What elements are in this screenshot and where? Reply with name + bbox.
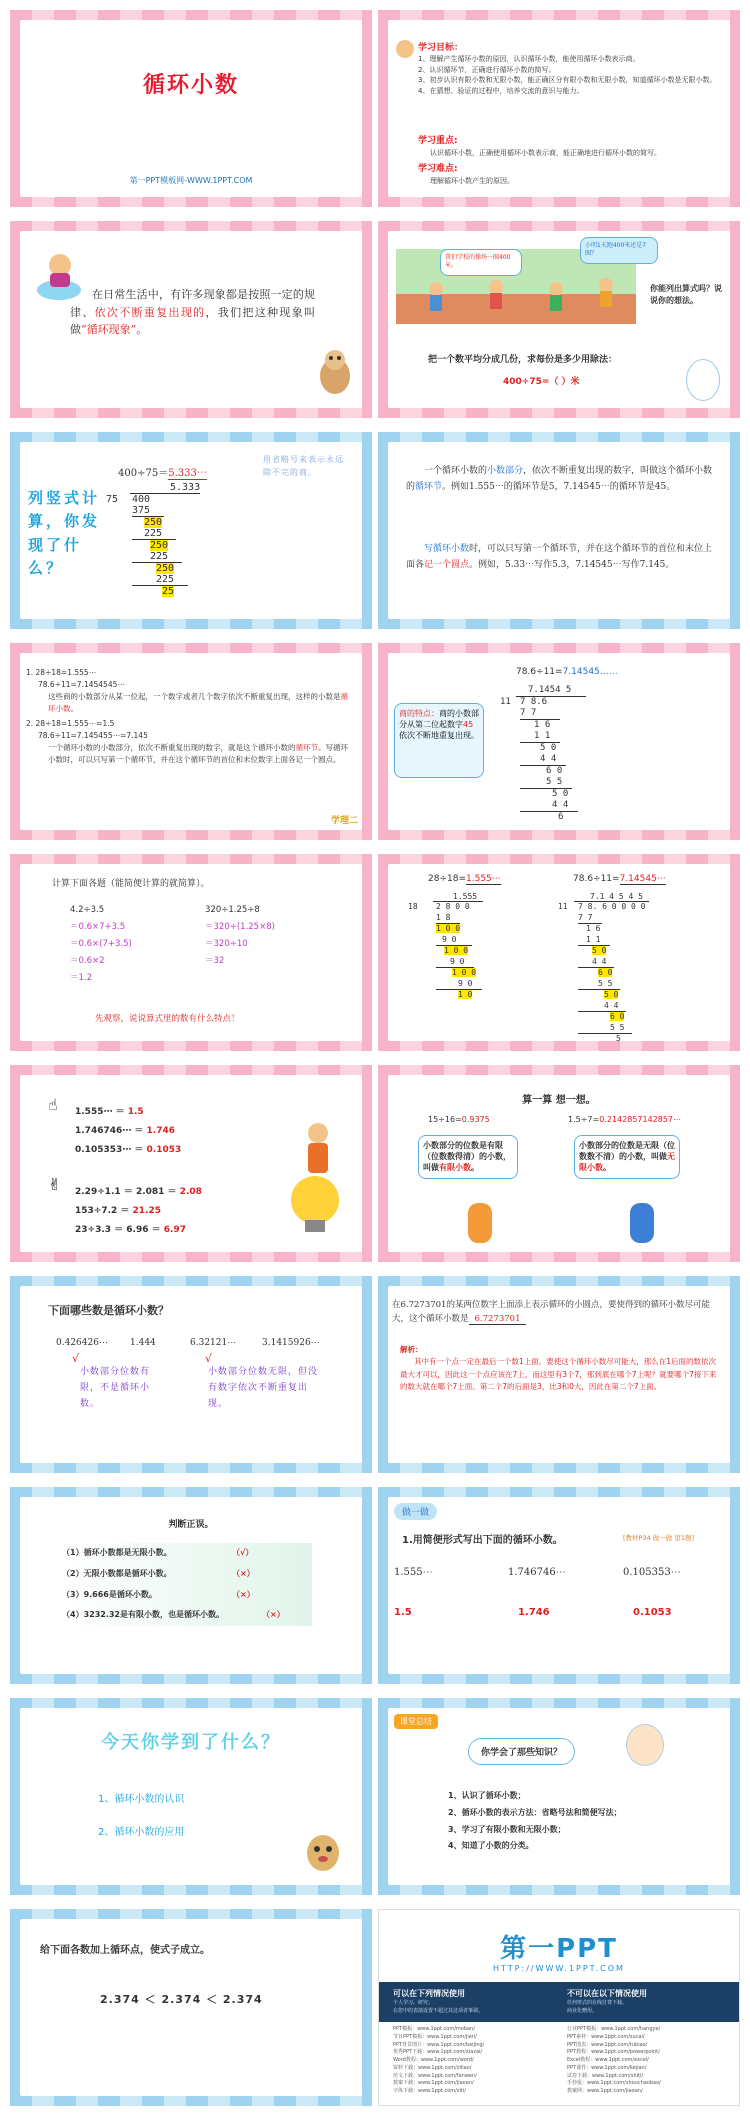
calc-step: ＝1.2: [70, 973, 93, 983]
slide-4[interactable]: [378, 221, 740, 418]
feature-text: 商的小数部分从第二位起数字: [399, 709, 479, 730]
highlight-text: 循环节: [295, 743, 318, 752]
summary-item: 1、认识了循环小数；: [448, 1791, 526, 1800]
text: 时，可以只写第一个循环节，并在这个循环节的首位和末位上面各: [406, 544, 713, 570]
summary-item: 3、学习了有限小数和无限小数；: [448, 1824, 566, 1834]
expression: 0.105353⋯ ＝: [75, 1144, 147, 1155]
slide-frame: [20, 20, 362, 197]
verdict: （×）: [232, 1589, 255, 1599]
calc-step: ＝320÷(1.25×8): [205, 922, 275, 932]
slide-title: 下面哪些数是循环小数？: [48, 1304, 169, 1317]
resource-link[interactable]: 节日PPT模板：www.1ppt.com/jieri/: [393, 2033, 477, 2040]
expression: 153÷7.2 ＝: [75, 1205, 133, 1216]
equation: [568, 1115, 681, 1124]
divisor: 18: [408, 902, 418, 911]
slide-subtitle: 第一PPT模板网-WWW.1PPT.COM: [129, 176, 253, 185]
division-row: 225: [132, 574, 188, 586]
exercise-title: 1.用简便形式写出下面的循环小数。: [402, 1535, 563, 1546]
explanation: [400, 1344, 718, 1394]
resource-link[interactable]: PPT素材：www.1ppt.com/sucai/: [567, 2033, 645, 2040]
slide-frame: [388, 653, 730, 830]
resource-link[interactable]: 范文下载：www.1ppt.com/fanwen/: [393, 2072, 477, 2079]
division-row: 25: [162, 586, 175, 597]
highlight-text: 依次不断重复出现的: [94, 305, 206, 319]
summary-item: 2、循环小数的表示方法：省略号法和简便写法；: [448, 1807, 622, 1817]
divisor: 75: [106, 494, 119, 505]
equation-answer: 7.14545……: [562, 667, 618, 677]
calc-step: ＝0.6×7+3.5: [70, 922, 126, 932]
infinite-decimal-bubble: [574, 1135, 680, 1179]
answer: 1.5: [127, 1107, 144, 1117]
number-item: 1.746746⋯: [508, 1567, 566, 1578]
learned-item: 1、循环小数的认识: [98, 1794, 185, 1805]
text: ，依次不断重复出现的数字，叫做这个循环小数的: [406, 466, 713, 492]
text: 一个循环小数的小数部分，依次不断重复出现的数字，就是这个循环小数的: [48, 743, 296, 752]
division-row: 5 5: [578, 979, 620, 991]
link-list-right: [567, 2026, 661, 2096]
goal-item: 4、在猜想、验证的过程中，培养交流的意识与能力。: [418, 86, 584, 95]
highlight-text: 循环小数: [48, 692, 348, 713]
resource-link[interactable]: PPT背景图片：www.1ppt.com/beijing/: [393, 2041, 485, 2048]
resource-link[interactable]: PPT模板：www.1ppt.com/moban/: [393, 2026, 475, 2032]
highlight-text: 写循环小数: [424, 544, 470, 554]
allowed-item: 个人学习、研究；: [393, 2000, 434, 2006]
goal-label: 学习目标：: [418, 43, 464, 53]
division-row: 9 0: [436, 979, 482, 991]
slide-20[interactable]: [378, 1909, 740, 2106]
equation-text: 78.6÷11=: [573, 874, 620, 884]
question-prompt: 你能列出算式吗？说说你的想法。: [650, 284, 722, 305]
answer: 1.5: [394, 1607, 412, 1618]
exercise-tag: 做一做: [394, 1503, 437, 1520]
slide-title: 判断正误。: [168, 1520, 214, 1530]
division-row: 1 1: [578, 935, 610, 947]
equation-text: 15÷16=: [428, 1115, 462, 1124]
text: 一个循环小数的: [424, 466, 488, 476]
division-row: 7 8. 6 0 0 0 0: [578, 902, 646, 911]
slide-frame: [20, 653, 362, 830]
division-row: 7 7: [520, 708, 560, 720]
difficulty-text: 理解循环小数产生的原因。: [430, 177, 514, 185]
feature-label: 商的特点：: [399, 709, 439, 718]
paragraph-text: ，我们把这种现象叫做: [70, 305, 316, 337]
slide-title: 循环小数: [142, 73, 239, 98]
expression: 23÷3.3 ＝ 6.96 ＝: [75, 1224, 164, 1235]
section-tag: 学理二: [330, 816, 358, 826]
resource-link[interactable]: 行业PPT模板：www.1ppt.com/hangye/: [567, 2026, 661, 2032]
statement: （4）3232.32是有限小数，也是循环小数。: [62, 1610, 225, 1620]
verdict: （√）: [232, 1548, 254, 1557]
learned-item: 2、循环小数的应用: [98, 1827, 185, 1838]
division-row: 1 1: [520, 731, 560, 743]
division-row: 4 4: [578, 957, 614, 969]
slide-title: 今天你学到了什么？: [101, 1732, 281, 1753]
slide-15[interactable]: [10, 1487, 372, 1684]
highlight-text: 循环节: [415, 481, 443, 492]
divisor: 11: [558, 902, 568, 911]
division-row: 9 0: [436, 935, 472, 947]
division-row: 400: [132, 494, 151, 505]
division-row: 6: [558, 812, 564, 822]
quotient: 5.333: [170, 482, 201, 493]
resource-link[interactable]: 优秀PPT下载：www.1ppt.com/xiazai/: [393, 2049, 483, 2056]
notation-rule: [406, 542, 716, 574]
equation: [118, 464, 207, 479]
true-false-list: [62, 1543, 312, 1626]
slide-12[interactable]: [378, 1065, 740, 1262]
equation-text: 1.5÷7=: [568, 1115, 600, 1124]
explanation-text: 其中有一个点一定在最后一个数1上面。要使这个循环小数尽可能大，那么在1后面的数依次最大才可以，因此这一个点应该在7上，而这里有3个7，那到底在哪个7上呢？就要哪个7接下来的数大就在哪个7上面。第二个7的后面是3，比3和0大，因此在第二个7上面。: [400, 1357, 717, 1392]
feature-bubble: [394, 703, 484, 778]
summary-item: 4、知道了小数的分类。: [448, 1841, 534, 1851]
baby-mascot-icon: [686, 359, 720, 401]
text: 。例如，5.33⋯写作5.3，7.14545⋯写作7.145。: [469, 559, 675, 570]
text: 小数部分的位数是无限（位数数不清）的小数，叫做: [579, 1141, 675, 1162]
slide-frame: [20, 1075, 362, 1252]
division-row: 5 0: [592, 946, 607, 955]
division-row: 225: [132, 551, 182, 563]
slide-frame: [20, 231, 362, 408]
speech-bubble: 小明1天跑400米还是7圈？: [580, 237, 658, 264]
link-panel: [379, 2022, 739, 2105]
division-row: 5 0: [604, 990, 619, 999]
check-mark-icon: √: [72, 1352, 80, 1365]
highlight-text: 小数部分: [487, 466, 524, 476]
statement: （3）9.666是循环小数。: [62, 1589, 157, 1599]
division-row: 1 0 0: [436, 924, 461, 933]
division-row: 1 0: [458, 990, 473, 999]
ellipsis-note: 用省略号来表示永远除不完的商。: [263, 455, 344, 477]
slide-16[interactable]: [378, 1487, 740, 1684]
allowed-title: 可以在下列情况使用: [393, 1989, 465, 1998]
slide-frame: [388, 1708, 730, 1885]
resource-link[interactable]: 字体下载：www.1ppt.com/ziti/: [393, 2088, 466, 2094]
division-question: 把一个数平均分成几份，求每份是多少用除法：: [428, 355, 618, 365]
slide-7[interactable]: [10, 643, 372, 840]
lightbulb-kid-icon: [280, 1115, 350, 1235]
equation-answer: 1.555⋯: [466, 874, 501, 884]
equation: [428, 1115, 490, 1124]
text: 这些商的小数部分从某一位起，一个数字或者几个数字依次不断重复出现，这样的小数是: [48, 692, 341, 701]
notation-list-1: [75, 1103, 181, 1160]
calc-step: ＝0.6×(7+3.5): [70, 939, 132, 949]
long-division-rows: [578, 902, 645, 1045]
quotient: 7.1 4 5 4 5: [590, 892, 643, 901]
slide-frame: [20, 1708, 362, 1885]
text-line: 1. 28÷18=1.555⋯: [26, 668, 97, 677]
division-row: 7 8.6: [520, 697, 548, 707]
division-row: 7 7: [578, 913, 602, 925]
goal-list: [418, 54, 723, 96]
kid-icon: [396, 40, 414, 58]
paragraph-text: 。: [136, 323, 148, 337]
summary-list: [448, 1788, 622, 1855]
division-row: 6 0: [546, 766, 563, 776]
number-option: 1.444: [130, 1338, 156, 1348]
answer: 6.97: [163, 1224, 186, 1235]
mascot-icon: [315, 346, 355, 396]
verdict: （×）: [262, 1610, 285, 1620]
logo: 第一PPT: [500, 1934, 618, 1964]
highlight-text: 有限小数: [439, 1163, 471, 1173]
key-text: 认识循环小数，正确使用循环小数表示商，能正确地进行循环小数的简写。: [430, 149, 661, 157]
answer: 21.25: [132, 1205, 162, 1216]
resource-link[interactable]: 手抄报：www.1ppt.com/shouchaobao/: [567, 2080, 661, 2087]
hand-one-icon: ☝: [48, 1095, 58, 1114]
text-line: 78.6÷11=7.145455⋯=7.145: [38, 731, 148, 740]
division-row: 375: [132, 505, 164, 517]
slide-1[interactable]: [10, 10, 372, 207]
slide-title: 给下面各数加上循环点，使式子成立。: [40, 1945, 210, 1956]
goal-item: 2、认识循环节，正确进行循环小数的简写。: [418, 65, 556, 74]
division-row: 6 0: [598, 968, 613, 977]
verdict: （×）: [232, 1568, 255, 1578]
slide-frame: [388, 864, 730, 1041]
slide-frame: [20, 1497, 362, 1674]
long-division-rows: [520, 697, 578, 823]
answer: 0.1053: [146, 1144, 182, 1155]
highlight-text: 无限小数: [579, 1152, 675, 1173]
column-a: [70, 902, 132, 987]
division-row: 6 0: [610, 1012, 625, 1021]
division-row: 1 6: [534, 720, 551, 730]
equation-answer: 0.9375: [461, 1115, 490, 1124]
allowed-item: 在您中的表演设置不超过其这项者事调。: [393, 2007, 484, 2014]
division-row: 9 0: [436, 957, 474, 969]
calc-step: 320÷1.25÷8: [205, 905, 260, 915]
resource-link[interactable]: PPT教程：www.1ppt.com/powerpoint/: [567, 2049, 660, 2056]
expression: 2.29÷1.1 ＝ 2.081 ＝: [75, 1187, 180, 1197]
goal-item: 3、初步认识有限小数和无限小数，能正确区分有限小数和无限小数，知道循环小数是无限小数。: [418, 76, 717, 84]
division-row: 5 5: [578, 1023, 632, 1035]
quotient: 1.555: [453, 892, 478, 901]
resource-link[interactable]: 资料下载：www.1ppt.com/ziliao/: [393, 2064, 472, 2071]
slide-8[interactable]: [378, 643, 740, 840]
answer: 6.7273701: [469, 1314, 527, 1325]
statement: （1）循环小数都是无限小数。: [62, 1548, 172, 1557]
equation-answer: 0.2142857142857⋯: [599, 1115, 682, 1124]
slide-frame: [388, 231, 730, 408]
calc-step: ＝0.6×2: [70, 956, 105, 966]
division-row: 5 5: [520, 777, 572, 789]
division-row: 250: [144, 517, 163, 528]
slide-14[interactable]: [378, 1276, 740, 1473]
slide-2[interactable]: [378, 10, 740, 207]
calc-step: 4.2÷3.5: [70, 905, 105, 915]
equation: [573, 874, 666, 884]
division-row: 2 8 0 0: [436, 902, 470, 911]
slide-6[interactable]: [378, 432, 740, 629]
slide-5[interactable]: [10, 432, 372, 629]
forbidden-title: 不可以在以下情况使用: [567, 1989, 647, 1998]
slide-frame: [388, 20, 730, 197]
division-row: 4 4: [520, 800, 578, 812]
text: 。: [70, 704, 78, 713]
peanut-mascot-icon: [300, 1823, 346, 1873]
divisor: 11: [500, 697, 511, 707]
slide-13[interactable]: [10, 1276, 372, 1473]
textbook-reference: [教材P34 做一做 第1题]: [623, 1534, 695, 1542]
text: 在6.7273701的某两位数字上面添上表示循环的小圆点，要使得到的循环小数尽可能大，这个循环小数是: [392, 1300, 710, 1325]
baby-mascot-icon: [626, 1724, 664, 1766]
feature-highlight: 45: [463, 720, 474, 730]
highlight-text: 记一个圆点: [424, 559, 470, 570]
slide-frame: [388, 1075, 730, 1252]
long-division-rows: [132, 494, 188, 597]
slide-frame: [20, 1919, 362, 2096]
equation: [516, 667, 618, 677]
exercise-title: 计算下面各题（能简便计算的就简算）。: [52, 879, 210, 889]
answer: 1.746: [518, 1607, 550, 1618]
quotient: 7.1454 5: [528, 685, 572, 695]
calc-step: ＝320÷10: [205, 939, 248, 949]
paragraph-text: 在日常生活中，有许多现象都是按照一定的规律、: [70, 288, 315, 319]
forbidden-list: [567, 2000, 627, 2015]
text-line: 2. 28÷18=1.555⋯=1.5: [26, 719, 115, 728]
resource-link[interactable]: 教案下载：www.1ppt.com/jiaoan/: [393, 2080, 474, 2087]
check-mark-icon: √: [205, 1352, 213, 1365]
explanation-label: 解析：: [400, 1345, 423, 1354]
slide-frame: [388, 1497, 730, 1674]
text: 。: [471, 1163, 479, 1173]
text: 。写循环小数时，可以只写第一个循环节，并在这个循环节的首位和末位数字上面各记一个圆点。: [48, 743, 348, 764]
division-row: 5 0: [540, 743, 557, 753]
hand-two-icon: ✌: [48, 1175, 62, 1194]
expression: 1.746746⋯ ＝: [75, 1125, 147, 1136]
prompt-text: 列竖式计算，你发现了什么？: [28, 489, 101, 577]
number-item: 0.105353⋯: [623, 1567, 681, 1578]
slide-17[interactable]: [10, 1698, 372, 1895]
slide-9[interactable]: [10, 854, 372, 1051]
division-row: 4 4: [520, 754, 566, 766]
text: 。例如1.555⋯的循环节是5，7.14545⋯的循环节是45。: [442, 481, 676, 492]
division-row: 4 4: [578, 1001, 626, 1013]
feature-text: 依次不断地重复出现。: [399, 731, 479, 741]
boy-icon: [630, 1203, 654, 1243]
division-row: 250: [156, 563, 175, 574]
circulation-paragraph: [70, 286, 315, 339]
finite-note: 小数部分位数有限，不是循环小数。: [80, 1367, 151, 1410]
equation-text: 78.6÷11=: [516, 667, 563, 677]
answer: 2.08: [179, 1187, 202, 1197]
column-b: [205, 902, 275, 970]
slide-18[interactable]: [378, 1698, 740, 1895]
question-bubble: 你学会了那些知识？: [468, 1738, 575, 1765]
resource-link[interactable]: Word教程：www.1ppt.com/word/: [393, 2057, 474, 2063]
division-row: 5: [616, 1034, 621, 1043]
resource-link[interactable]: 教案网：www.1ppt.com/jiaoan/: [567, 2088, 643, 2094]
slide-3[interactable]: [10, 221, 372, 418]
slide-frame: [20, 1286, 362, 1463]
resource-link[interactable]: Excel教程：www.1ppt.com/excel/: [567, 2057, 649, 2063]
question-text: [392, 1298, 720, 1327]
division-row: 1 6: [586, 924, 601, 933]
goal-item: 1、理解产生循环小数的原因，认识循环小数，能使用循环小数表示商。: [418, 55, 640, 63]
calc-step: ＝32: [205, 956, 225, 966]
slide-frame: [388, 1286, 730, 1463]
equation-text: 28÷18=: [428, 874, 466, 884]
long-division-rows: [436, 902, 482, 1001]
summary-block: [26, 667, 352, 766]
equation-answer: 7.14545⋯: [619, 874, 666, 884]
statement: （2）无限小数都是循环小数。: [62, 1568, 172, 1578]
slide-frame: [20, 442, 362, 619]
logo-url[interactable]: HTTP://WWW.1PPT.COM: [493, 1964, 625, 1973]
answer: 1.746: [146, 1125, 175, 1136]
number-option: 3.1415926⋯: [262, 1338, 320, 1348]
equation-text: 400÷75＝: [118, 468, 169, 479]
number-option: 0.426426⋯: [56, 1338, 108, 1348]
slide-title: 算一算 想一想。: [522, 1095, 596, 1106]
inequality-expression: 2.374 ＜ 2.374 ＜ 2.374: [100, 1993, 263, 2006]
resource-link[interactable]: 试卷下载：www.1ppt.com/shiti/: [567, 2072, 644, 2079]
highlight-text: “循环现象”: [81, 323, 137, 337]
text: 。: [603, 1163, 611, 1173]
speech-bubble: 我们学校的操场一圈400米。: [440, 249, 522, 276]
forbidden-item: 任何形式的在线付费下载。: [567, 2000, 628, 2006]
finite-decimal-bubble: [418, 1135, 518, 1179]
slide-19[interactable]: [10, 1909, 372, 2106]
forbidden-item: 商业化赠用。: [567, 2007, 598, 2014]
resource-link[interactable]: PPT图表：www.1ppt.com/tubiao/: [567, 2041, 648, 2048]
equation: [428, 874, 501, 884]
text-line: 78.6÷11=7.1454545⋯: [38, 680, 125, 689]
slide-frame: [20, 864, 362, 1041]
slide-frame: [388, 442, 730, 619]
division-row: 250: [150, 540, 169, 551]
resource-link[interactable]: PPT课件：www.1ppt.com/kejian/: [567, 2064, 647, 2071]
division-row: 5 0: [552, 789, 569, 799]
infinite-note: 小数部分位数无限，但没有数字依次不断重复出现。: [208, 1367, 319, 1410]
division-row: 1 0 0: [452, 968, 477, 977]
number-item: 1.555⋯: [394, 1567, 433, 1578]
girl-icon: [468, 1203, 492, 1243]
number-option: 6.32121⋯: [190, 1338, 237, 1348]
cycle-definition: [406, 464, 716, 496]
allowed-list: [393, 2000, 483, 2015]
answer: 0.1053: [633, 1607, 672, 1618]
expression: 1.555⋯ ＝: [75, 1107, 128, 1117]
slide-10[interactable]: [378, 854, 740, 1051]
equation-answer: 5.333⋯: [168, 468, 207, 479]
division-row: 1 8: [436, 913, 460, 925]
text: 小数部分的位数是有限（位数数得清）的小数，叫做: [423, 1141, 511, 1173]
slide-11[interactable]: [10, 1065, 372, 1262]
division-formula: 400÷75=（ ）米: [503, 377, 580, 387]
difficulty-label: 学习难点:: [418, 164, 458, 174]
division-row: 225: [132, 528, 176, 540]
observation-note: 先观察，说说算式里的数有什么特点！: [95, 1014, 240, 1024]
link-list-left: [393, 2026, 484, 2096]
notation-list-2: [75, 1183, 202, 1240]
division-row: 1 0 0: [444, 946, 469, 955]
key-label: 学习重点:: [418, 136, 458, 146]
summary-tag: 课堂总结: [394, 1714, 438, 1729]
